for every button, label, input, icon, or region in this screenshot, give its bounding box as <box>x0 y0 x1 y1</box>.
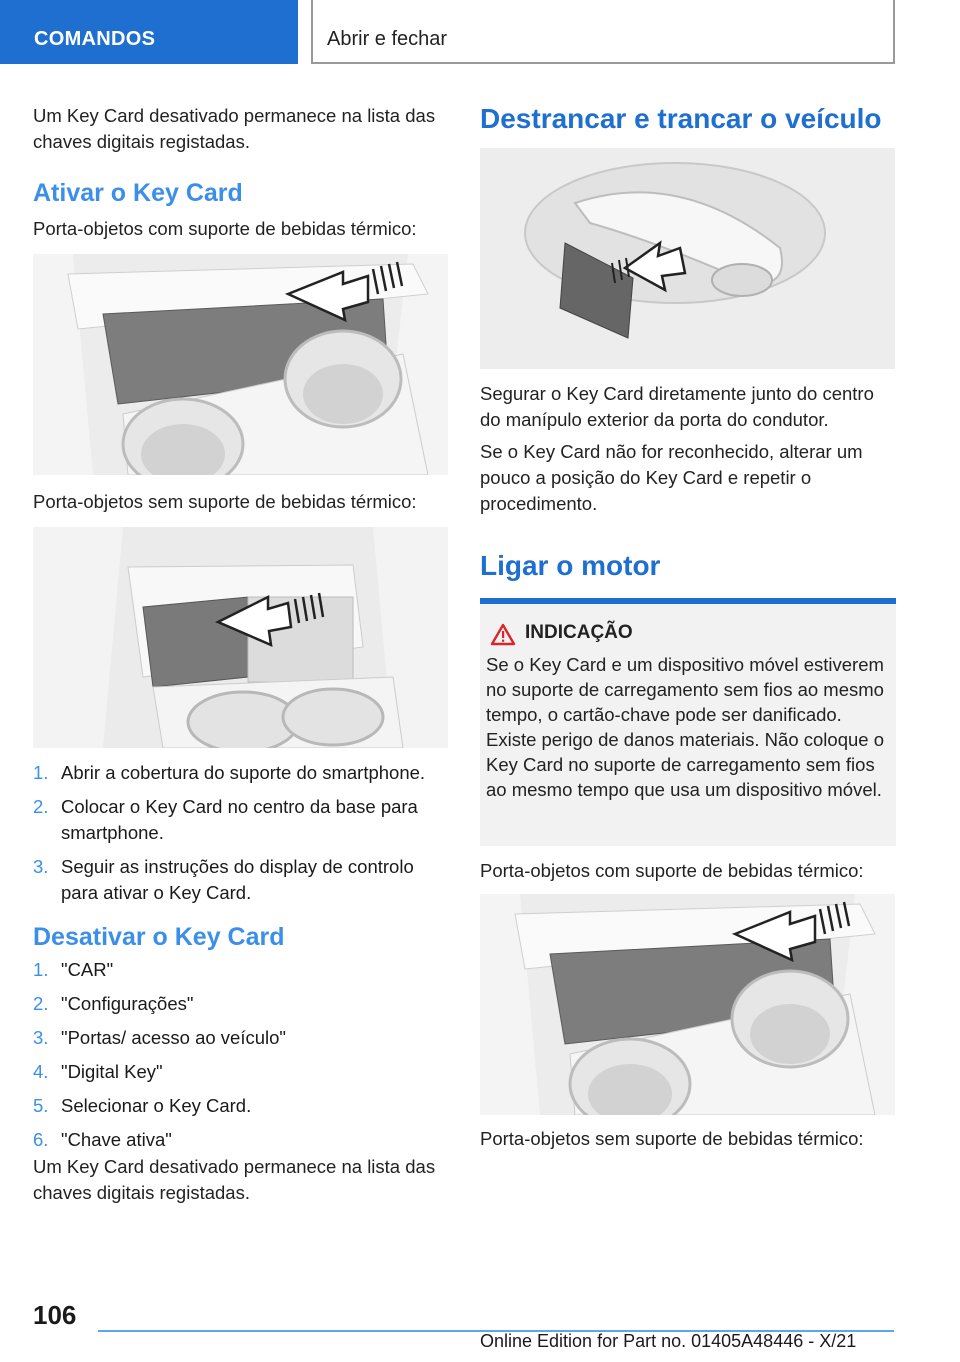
figure-console-no-thermal <box>33 527 448 748</box>
page-number: 106 <box>33 1300 77 1330</box>
list-item: 3. "Portas/ acesso ao veículo" <box>33 1027 286 1048</box>
notice-title: INDICAÇÃO <box>525 622 633 643</box>
list-item: 1. "CAR" <box>33 959 114 980</box>
caption-thermal-left: Porta-objetos com suporte de bebidas térmico: <box>33 218 417 239</box>
list-item: 5. Selecionar o Key Card. <box>33 1095 252 1116</box>
section-tab: COMANDOS <box>0 0 298 64</box>
figure-console-thermal <box>33 254 448 475</box>
deactivate-steps <box>33 957 449 1161</box>
lock-text-1: Segurar o Key Card diretamente junto do centro do manípulo exterior da porta do condutor. <box>480 383 874 430</box>
engine-heading: Ligar o motor <box>480 550 661 581</box>
activate-steps <box>33 760 449 914</box>
deactivate-heading: Desativar o Key Card <box>33 923 285 951</box>
notice-box <box>480 598 896 846</box>
caption-thermal-right: Porta-objetos com suporte de bebidas térmico: <box>480 860 864 881</box>
figure-door-handle <box>480 148 895 369</box>
lock-heading: Destrancar e trancar o veículo <box>480 103 882 134</box>
caption-no-thermal-right: Porta-objetos sem suporte de bebidas térmico: <box>480 1128 864 1149</box>
lock-text-2: Se o Key Card não for reconhecido, alterar um pouco a posição do Key Card e repetir o procedimento. <box>480 441 863 514</box>
list-item: 4. "Digital Key" <box>33 1061 163 1082</box>
chapter-tab: Abrir e fechar <box>311 0 895 64</box>
notice-body: Se o Key Card e um dispositivo móvel estiverem no suporte de carregamento sem fios ao mesmo tempo, o cartão-chave pode ser danificado. Existe perigo de danos materiais. Não coloque o Key Card no suporte de carregamento sem fios ao mesmo tempo que usa um dispositivo móvel. <box>486 654 884 800</box>
activate-heading: Ativar o Key Card <box>33 179 243 207</box>
warning-icon <box>490 623 516 646</box>
list-item: 2. Colocar o Key Card no centro da base para smartphone. <box>33 796 418 843</box>
list-item: 3. Seguir as instruções do display de controlo para ativar o Key Card. <box>33 856 414 903</box>
figure-console-thermal-right <box>480 894 895 1115</box>
caption-no-thermal-left: Porta-objetos sem suporte de bebidas térmico: <box>33 491 417 512</box>
intro-text: Um Key Card desativado permanece na lista das chaves digitais registadas. <box>33 105 436 152</box>
edition-info: Online Edition for Part no. 01405A48446 - X/21 <box>480 1331 857 1351</box>
list-item: 6. "Chave ativa" <box>33 1129 172 1150</box>
list-item: 2. "Configurações" <box>33 993 194 1014</box>
outro-text: Um Key Card desativado permanece na lista das chaves digitais registadas. <box>33 1156 436 1203</box>
list-item: 1. Abrir a cobertura do suporte do smartphone. <box>33 762 426 783</box>
